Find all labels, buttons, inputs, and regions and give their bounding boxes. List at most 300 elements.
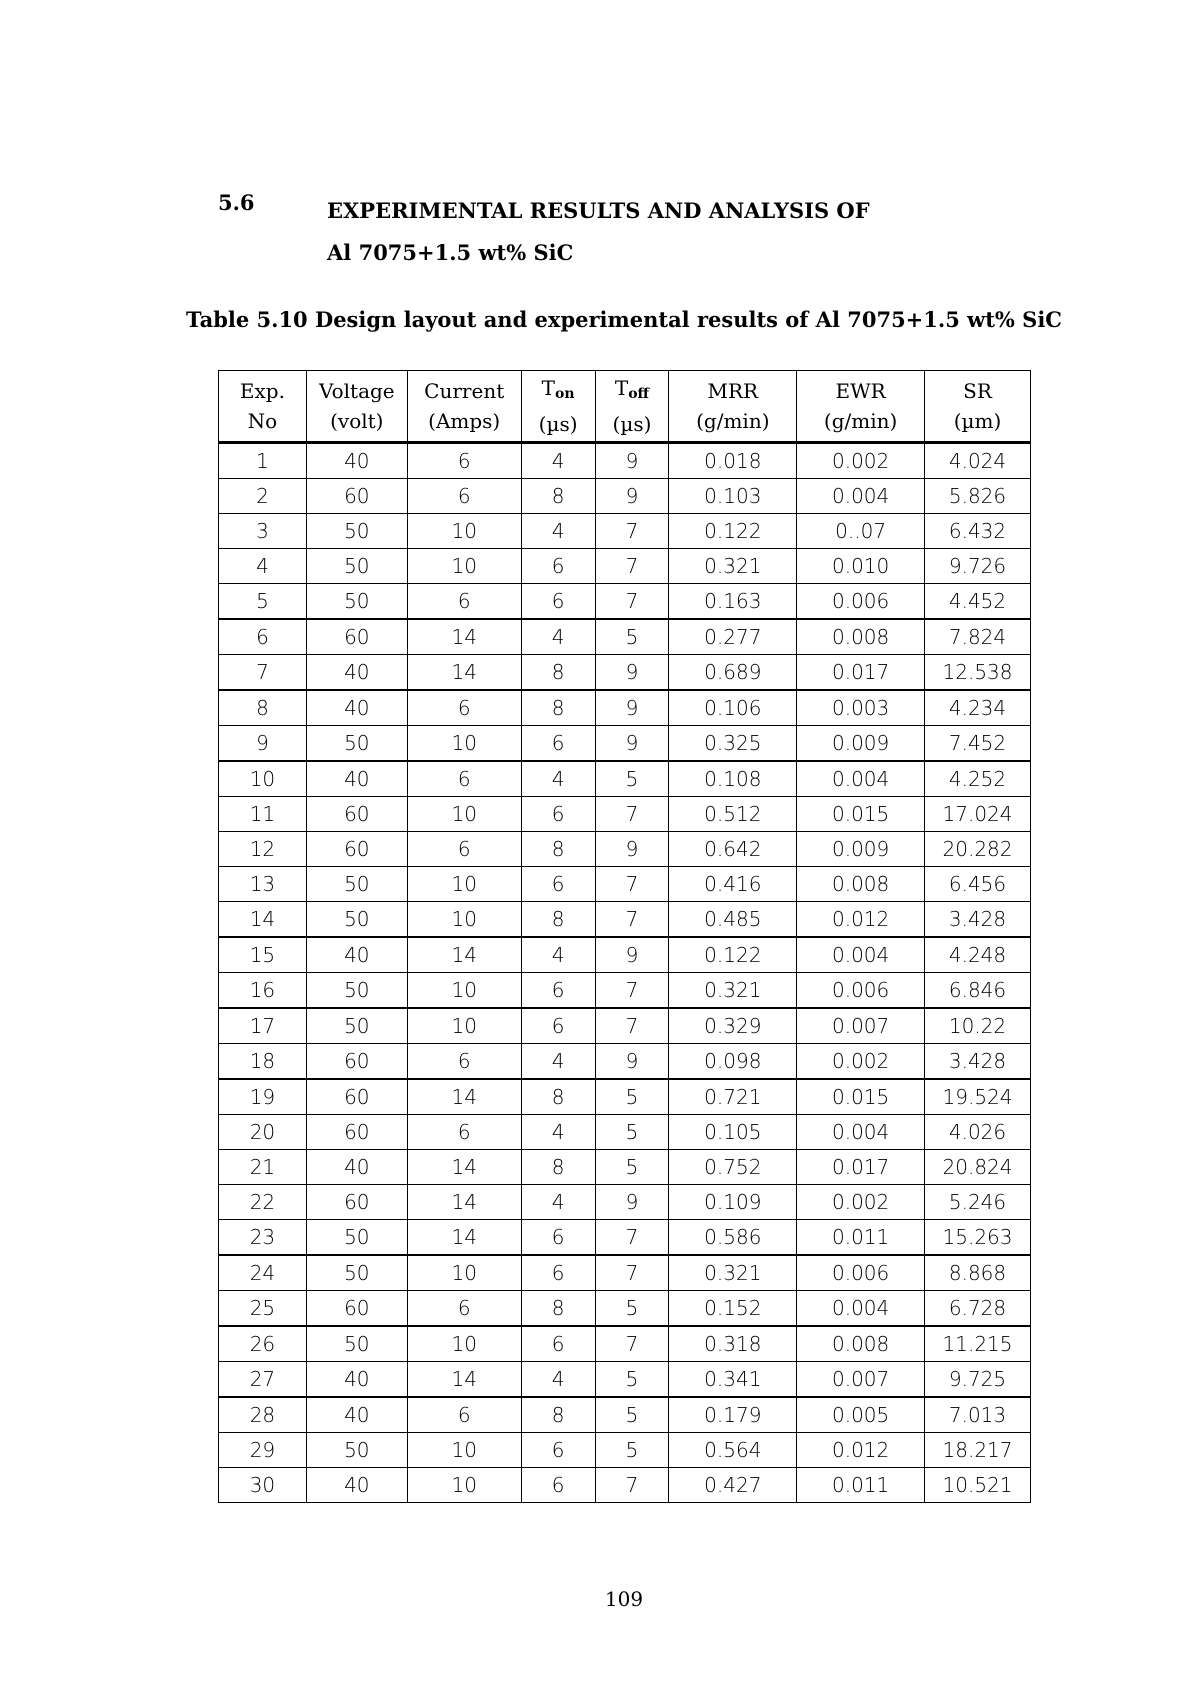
cell-ewr: 0.017	[797, 1150, 925, 1185]
cell-ton: 4	[521, 619, 595, 655]
cell-ton: 4	[521, 1115, 595, 1150]
cell-voltage: 40	[306, 937, 407, 973]
cell-sr: 17.024	[925, 797, 1031, 832]
header-current-line1: Current	[424, 379, 505, 403]
cell-ewr: 0.002	[797, 1044, 925, 1080]
header-mrr	[669, 371, 797, 443]
cell-mrr: 0.108	[669, 761, 797, 797]
cell-toff: 7	[595, 549, 669, 584]
cell-ewr: 0.002	[797, 1185, 925, 1220]
cell-sr: 6.846	[925, 973, 1031, 1009]
page-number: 109	[604, 1587, 644, 1611]
header-ewr-line1: EWR	[835, 379, 886, 403]
cell-exp-no: 10	[219, 761, 307, 797]
cell-current: 10	[407, 1255, 521, 1291]
section-title-line-2: Al 7075+1.5 wt% SiC	[327, 240, 574, 265]
table-row	[219, 1468, 1031, 1503]
cell-voltage: 40	[306, 443, 407, 479]
cell-current: 14	[407, 1079, 521, 1115]
cell-current: 10	[407, 514, 521, 549]
cell-mrr: 0.105	[669, 1115, 797, 1150]
cell-ewr: 0.015	[797, 1079, 925, 1115]
cell-exp-no: 4	[219, 549, 307, 584]
table-row	[219, 619, 1031, 655]
cell-exp-no: 18	[219, 1044, 307, 1080]
cell-current: 14	[407, 1150, 521, 1185]
table-row	[219, 1255, 1031, 1291]
cell-ton: 6	[521, 867, 595, 902]
cell-ewr: 0.005	[797, 1397, 925, 1433]
header-current-line2: (Amps)	[428, 409, 501, 433]
cell-exp-no: 28	[219, 1397, 307, 1433]
table-row	[219, 726, 1031, 762]
cell-ton: 4	[521, 1044, 595, 1080]
cell-voltage: 40	[306, 1150, 407, 1185]
cell-toff: 5	[595, 1433, 669, 1468]
cell-ewr: 0.017	[797, 655, 925, 691]
cell-ewr: 0.010	[797, 549, 925, 584]
cell-ewr: 0.002	[797, 443, 925, 479]
cell-ton: 4	[521, 443, 595, 479]
cell-mrr: 0.018	[669, 443, 797, 479]
table-row	[219, 514, 1031, 549]
cell-ton: 8	[521, 1079, 595, 1115]
cell-voltage: 50	[306, 867, 407, 902]
cell-ton: 4	[521, 1362, 595, 1398]
cell-exp-no: 24	[219, 1255, 307, 1291]
cell-mrr: 0.179	[669, 1397, 797, 1433]
cell-exp-no: 14	[219, 902, 307, 938]
header-exp-no-line2: No	[247, 409, 278, 433]
cell-mrr: 0.485	[669, 902, 797, 938]
cell-sr: 6.432	[925, 514, 1031, 549]
cell-toff: 7	[595, 973, 669, 1009]
header-toff-symbol: T	[614, 376, 629, 400]
cell-voltage: 60	[306, 1115, 407, 1150]
cell-ewr: 0.008	[797, 867, 925, 902]
cell-ewr: 0.015	[797, 797, 925, 832]
header-ewr-line2: (g/min)	[823, 409, 898, 433]
cell-voltage: 60	[306, 479, 407, 514]
cell-sr: 3.428	[925, 1044, 1031, 1080]
table-row	[219, 549, 1031, 584]
table-row	[219, 902, 1031, 938]
cell-voltage: 60	[306, 797, 407, 832]
table-row	[219, 584, 1031, 620]
cell-current: 10	[407, 1433, 521, 1468]
cell-ton: 6	[521, 1008, 595, 1044]
cell-ton: 8	[521, 902, 595, 938]
cell-sr: 10.521	[925, 1468, 1031, 1503]
cell-mrr: 0.103	[669, 479, 797, 514]
cell-ewr: 0.012	[797, 1433, 925, 1468]
cell-mrr: 0.586	[669, 1220, 797, 1256]
table-row	[219, 1291, 1031, 1327]
cell-voltage: 60	[306, 1079, 407, 1115]
header-ewr	[797, 371, 925, 443]
cell-ton: 4	[521, 761, 595, 797]
cell-ton: 6	[521, 1433, 595, 1468]
cell-mrr: 0.109	[669, 1185, 797, 1220]
cell-mrr: 0.122	[669, 514, 797, 549]
cell-sr: 20.282	[925, 832, 1031, 867]
header-sr	[925, 371, 1031, 443]
cell-ewr: 0.009	[797, 726, 925, 762]
cell-toff: 5	[595, 1397, 669, 1433]
table-row	[219, 690, 1031, 726]
cell-mrr: 0.325	[669, 726, 797, 762]
header-toff-line1	[596, 373, 669, 409]
cell-current: 10	[407, 549, 521, 584]
cell-current: 14	[407, 1185, 521, 1220]
cell-current: 14	[407, 619, 521, 655]
cell-voltage: 50	[306, 1255, 407, 1291]
cell-sr: 9.726	[925, 549, 1031, 584]
cell-mrr: 0.642	[669, 832, 797, 867]
cell-mrr: 0.122	[669, 937, 797, 973]
cell-toff: 7	[595, 514, 669, 549]
cell-toff: 7	[595, 1220, 669, 1256]
cell-toff: 5	[595, 1362, 669, 1398]
cell-mrr: 0.416	[669, 867, 797, 902]
cell-ton: 6	[521, 549, 595, 584]
cell-voltage: 50	[306, 584, 407, 620]
cell-mrr: 0.098	[669, 1044, 797, 1080]
cell-ton: 6	[521, 584, 595, 620]
cell-toff: 9	[595, 1044, 669, 1080]
table-body	[219, 443, 1031, 1503]
cell-exp-no: 29	[219, 1433, 307, 1468]
table-row	[219, 1044, 1031, 1080]
table-row	[219, 1185, 1031, 1220]
cell-ewr: 0.004	[797, 937, 925, 973]
results-table	[218, 370, 1031, 1503]
table-row	[219, 479, 1031, 514]
cell-current: 6	[407, 1044, 521, 1080]
cell-ton: 6	[521, 797, 595, 832]
header-ton-symbol: T	[541, 376, 555, 400]
cell-sr: 6.456	[925, 867, 1031, 902]
cell-sr: 19.524	[925, 1079, 1031, 1115]
table-row	[219, 1008, 1031, 1044]
cell-sr: 4.248	[925, 937, 1031, 973]
cell-sr: 8.868	[925, 1255, 1031, 1291]
cell-mrr: 0.106	[669, 690, 797, 726]
cell-mrr: 0.721	[669, 1079, 797, 1115]
cell-toff: 9	[595, 690, 669, 726]
cell-ton: 8	[521, 655, 595, 691]
cell-mrr: 0.277	[669, 619, 797, 655]
cell-voltage: 60	[306, 832, 407, 867]
cell-current: 6	[407, 832, 521, 867]
cell-sr: 12.538	[925, 655, 1031, 691]
table-row	[219, 1397, 1031, 1433]
cell-sr: 4.452	[925, 584, 1031, 620]
header-sr-line1: SR	[963, 379, 992, 403]
table-row	[219, 761, 1031, 797]
cell-sr: 7.013	[925, 1397, 1031, 1433]
cell-toff: 9	[595, 832, 669, 867]
cell-toff: 7	[595, 1008, 669, 1044]
header-toff-line2: (µs)	[612, 412, 652, 436]
cell-sr: 4.024	[925, 443, 1031, 479]
cell-voltage: 40	[306, 1397, 407, 1433]
cell-current: 10	[407, 867, 521, 902]
cell-mrr: 0.427	[669, 1468, 797, 1503]
cell-mrr: 0.564	[669, 1433, 797, 1468]
header-voltage-line1: Voltage	[318, 379, 395, 403]
cell-voltage: 50	[306, 1326, 407, 1362]
cell-sr: 15.263	[925, 1220, 1031, 1256]
cell-toff: 7	[595, 1255, 669, 1291]
cell-ton: 6	[521, 1468, 595, 1503]
cell-ewr: 0.006	[797, 1255, 925, 1291]
table-row	[219, 867, 1031, 902]
cell-ewr: 0.004	[797, 1291, 925, 1327]
cell-sr: 5.246	[925, 1185, 1031, 1220]
cell-sr: 3.428	[925, 902, 1031, 938]
cell-voltage: 60	[306, 1044, 407, 1080]
table-header-row	[219, 371, 1031, 443]
cell-exp-no: 12	[219, 832, 307, 867]
cell-current: 6	[407, 443, 521, 479]
cell-current: 10	[407, 1008, 521, 1044]
cell-voltage: 60	[306, 1291, 407, 1327]
cell-current: 14	[407, 937, 521, 973]
cell-ewr: 0..07	[797, 514, 925, 549]
cell-toff: 9	[595, 1185, 669, 1220]
cell-toff: 9	[595, 479, 669, 514]
table-row	[219, 1433, 1031, 1468]
header-exp-no-line1: Exp.	[239, 379, 285, 403]
cell-voltage: 40	[306, 1468, 407, 1503]
cell-mrr: 0.321	[669, 549, 797, 584]
cell-current: 6	[407, 584, 521, 620]
header-toff	[595, 371, 669, 443]
header-exp-no	[219, 371, 307, 443]
section-title	[327, 190, 870, 274]
cell-ton: 6	[521, 1220, 595, 1256]
header-voltage-line2: (volt)	[330, 409, 384, 433]
cell-ewr: 0.007	[797, 1008, 925, 1044]
header-ton	[521, 371, 595, 443]
cell-ton: 6	[521, 1255, 595, 1291]
cell-toff: 5	[595, 1150, 669, 1185]
table-row	[219, 1150, 1031, 1185]
cell-toff: 5	[595, 1079, 669, 1115]
cell-mrr: 0.321	[669, 1255, 797, 1291]
table-row	[219, 937, 1031, 973]
cell-voltage: 50	[306, 549, 407, 584]
cell-exp-no: 5	[219, 584, 307, 620]
cell-sr: 11.215	[925, 1326, 1031, 1362]
cell-ewr: 0.011	[797, 1220, 925, 1256]
table-row	[219, 797, 1031, 832]
cell-toff: 9	[595, 726, 669, 762]
cell-ton: 8	[521, 1291, 595, 1327]
table-caption: Table 5.10 Design layout and experimental results of Al 7075+1.5 wt% SiC	[185, 307, 1063, 332]
cell-ton: 8	[521, 479, 595, 514]
cell-ewr: 0.008	[797, 619, 925, 655]
cell-exp-no: 1	[219, 443, 307, 479]
cell-toff: 9	[595, 443, 669, 479]
header-ton-line2: (µs)	[538, 412, 578, 436]
cell-exp-no: 16	[219, 973, 307, 1009]
cell-exp-no: 3	[219, 514, 307, 549]
cell-voltage: 50	[306, 1008, 407, 1044]
cell-current: 10	[407, 902, 521, 938]
cell-mrr: 0.329	[669, 1008, 797, 1044]
cell-exp-no: 17	[219, 1008, 307, 1044]
table-row	[219, 1220, 1031, 1256]
table-row	[219, 1079, 1031, 1115]
table-row	[219, 832, 1031, 867]
cell-ton: 8	[521, 690, 595, 726]
cell-ton: 8	[521, 1150, 595, 1185]
cell-sr: 7.452	[925, 726, 1031, 762]
table-row	[219, 973, 1031, 1009]
header-ton-line1	[522, 373, 595, 409]
cell-voltage: 50	[306, 902, 407, 938]
table-row	[219, 443, 1031, 479]
cell-sr: 6.728	[925, 1291, 1031, 1327]
cell-ton: 4	[521, 937, 595, 973]
cell-exp-no: 15	[219, 937, 307, 973]
cell-toff: 7	[595, 867, 669, 902]
cell-toff: 9	[595, 655, 669, 691]
cell-current: 6	[407, 761, 521, 797]
cell-voltage: 50	[306, 973, 407, 1009]
table-row	[219, 1115, 1031, 1150]
cell-voltage: 40	[306, 655, 407, 691]
cell-ewr: 0.012	[797, 902, 925, 938]
cell-current: 14	[407, 1220, 521, 1256]
cell-current: 6	[407, 479, 521, 514]
cell-voltage: 50	[306, 726, 407, 762]
cell-sr: 18.217	[925, 1433, 1031, 1468]
cell-current: 14	[407, 655, 521, 691]
header-ton-subscript: on	[555, 386, 575, 402]
section-title-line-1: EXPERIMENTAL RESULTS AND ANALYSIS OF	[327, 198, 870, 223]
cell-toff: 7	[595, 902, 669, 938]
cell-sr: 9.725	[925, 1362, 1031, 1398]
cell-current: 10	[407, 726, 521, 762]
cell-exp-no: 22	[219, 1185, 307, 1220]
cell-toff: 7	[595, 797, 669, 832]
cell-exp-no: 30	[219, 1468, 307, 1503]
header-voltage	[306, 371, 407, 443]
table-row	[219, 1326, 1031, 1362]
cell-ewr: 0.007	[797, 1362, 925, 1398]
cell-ton: 4	[521, 514, 595, 549]
cell-exp-no: 11	[219, 797, 307, 832]
cell-ewr: 0.004	[797, 761, 925, 797]
cell-sr: 20.824	[925, 1150, 1031, 1185]
cell-mrr: 0.321	[669, 973, 797, 1009]
cell-exp-no: 6	[219, 619, 307, 655]
table-row	[219, 1362, 1031, 1398]
cell-ton: 8	[521, 832, 595, 867]
cell-current: 6	[407, 1115, 521, 1150]
cell-current: 6	[407, 1291, 521, 1327]
cell-mrr: 0.341	[669, 1362, 797, 1398]
cell-ewr: 0.009	[797, 832, 925, 867]
header-toff-subscript: off	[628, 386, 650, 402]
cell-mrr: 0.163	[669, 584, 797, 620]
cell-voltage: 40	[306, 1362, 407, 1398]
cell-voltage: 60	[306, 619, 407, 655]
cell-mrr: 0.152	[669, 1291, 797, 1327]
cell-exp-no: 19	[219, 1079, 307, 1115]
cell-current: 6	[407, 1397, 521, 1433]
cell-exp-no: 9	[219, 726, 307, 762]
cell-current: 10	[407, 1468, 521, 1503]
cell-ton: 8	[521, 1397, 595, 1433]
cell-exp-no: 26	[219, 1326, 307, 1362]
cell-current: 10	[407, 1326, 521, 1362]
table-row	[219, 655, 1031, 691]
cell-mrr: 0.318	[669, 1326, 797, 1362]
cell-ton: 6	[521, 726, 595, 762]
cell-sr: 5.826	[925, 479, 1031, 514]
cell-ewr: 0.006	[797, 973, 925, 1009]
cell-toff: 5	[595, 619, 669, 655]
cell-voltage: 50	[306, 1220, 407, 1256]
header-mrr-line2: (g/min)	[696, 409, 770, 433]
cell-sr: 4.252	[925, 761, 1031, 797]
cell-ton: 6	[521, 973, 595, 1009]
cell-exp-no: 8	[219, 690, 307, 726]
cell-ewr: 0.003	[797, 690, 925, 726]
header-mrr-line1: MRR	[707, 379, 759, 403]
cell-toff: 9	[595, 937, 669, 973]
cell-ewr: 0.004	[797, 479, 925, 514]
cell-sr: 10.22	[925, 1008, 1031, 1044]
cell-exp-no: 27	[219, 1362, 307, 1398]
cell-ewr: 0.004	[797, 1115, 925, 1150]
cell-ewr: 0.008	[797, 1326, 925, 1362]
cell-exp-no: 7	[219, 655, 307, 691]
cell-sr: 4.234	[925, 690, 1031, 726]
cell-toff: 5	[595, 1115, 669, 1150]
cell-exp-no: 25	[219, 1291, 307, 1327]
cell-current: 6	[407, 690, 521, 726]
cell-sr: 4.026	[925, 1115, 1031, 1150]
header-current	[407, 371, 521, 443]
header-sr-line2: (µm)	[953, 409, 1002, 433]
cell-toff: 7	[595, 1326, 669, 1362]
cell-toff: 5	[595, 761, 669, 797]
cell-voltage: 50	[306, 1433, 407, 1468]
cell-ewr: 0.006	[797, 584, 925, 620]
cell-ewr: 0.011	[797, 1468, 925, 1503]
cell-exp-no: 21	[219, 1150, 307, 1185]
cell-ton: 4	[521, 1185, 595, 1220]
cell-exp-no: 23	[219, 1220, 307, 1256]
cell-exp-no: 2	[219, 479, 307, 514]
cell-ton: 6	[521, 1326, 595, 1362]
cell-toff: 7	[595, 1468, 669, 1503]
cell-mrr: 0.689	[669, 655, 797, 691]
cell-toff: 7	[595, 584, 669, 620]
cell-voltage: 40	[306, 761, 407, 797]
cell-toff: 5	[595, 1291, 669, 1327]
cell-sr: 7.824	[925, 619, 1031, 655]
cell-voltage: 40	[306, 690, 407, 726]
cell-voltage: 60	[306, 1185, 407, 1220]
cell-mrr: 0.512	[669, 797, 797, 832]
cell-mrr: 0.752	[669, 1150, 797, 1185]
